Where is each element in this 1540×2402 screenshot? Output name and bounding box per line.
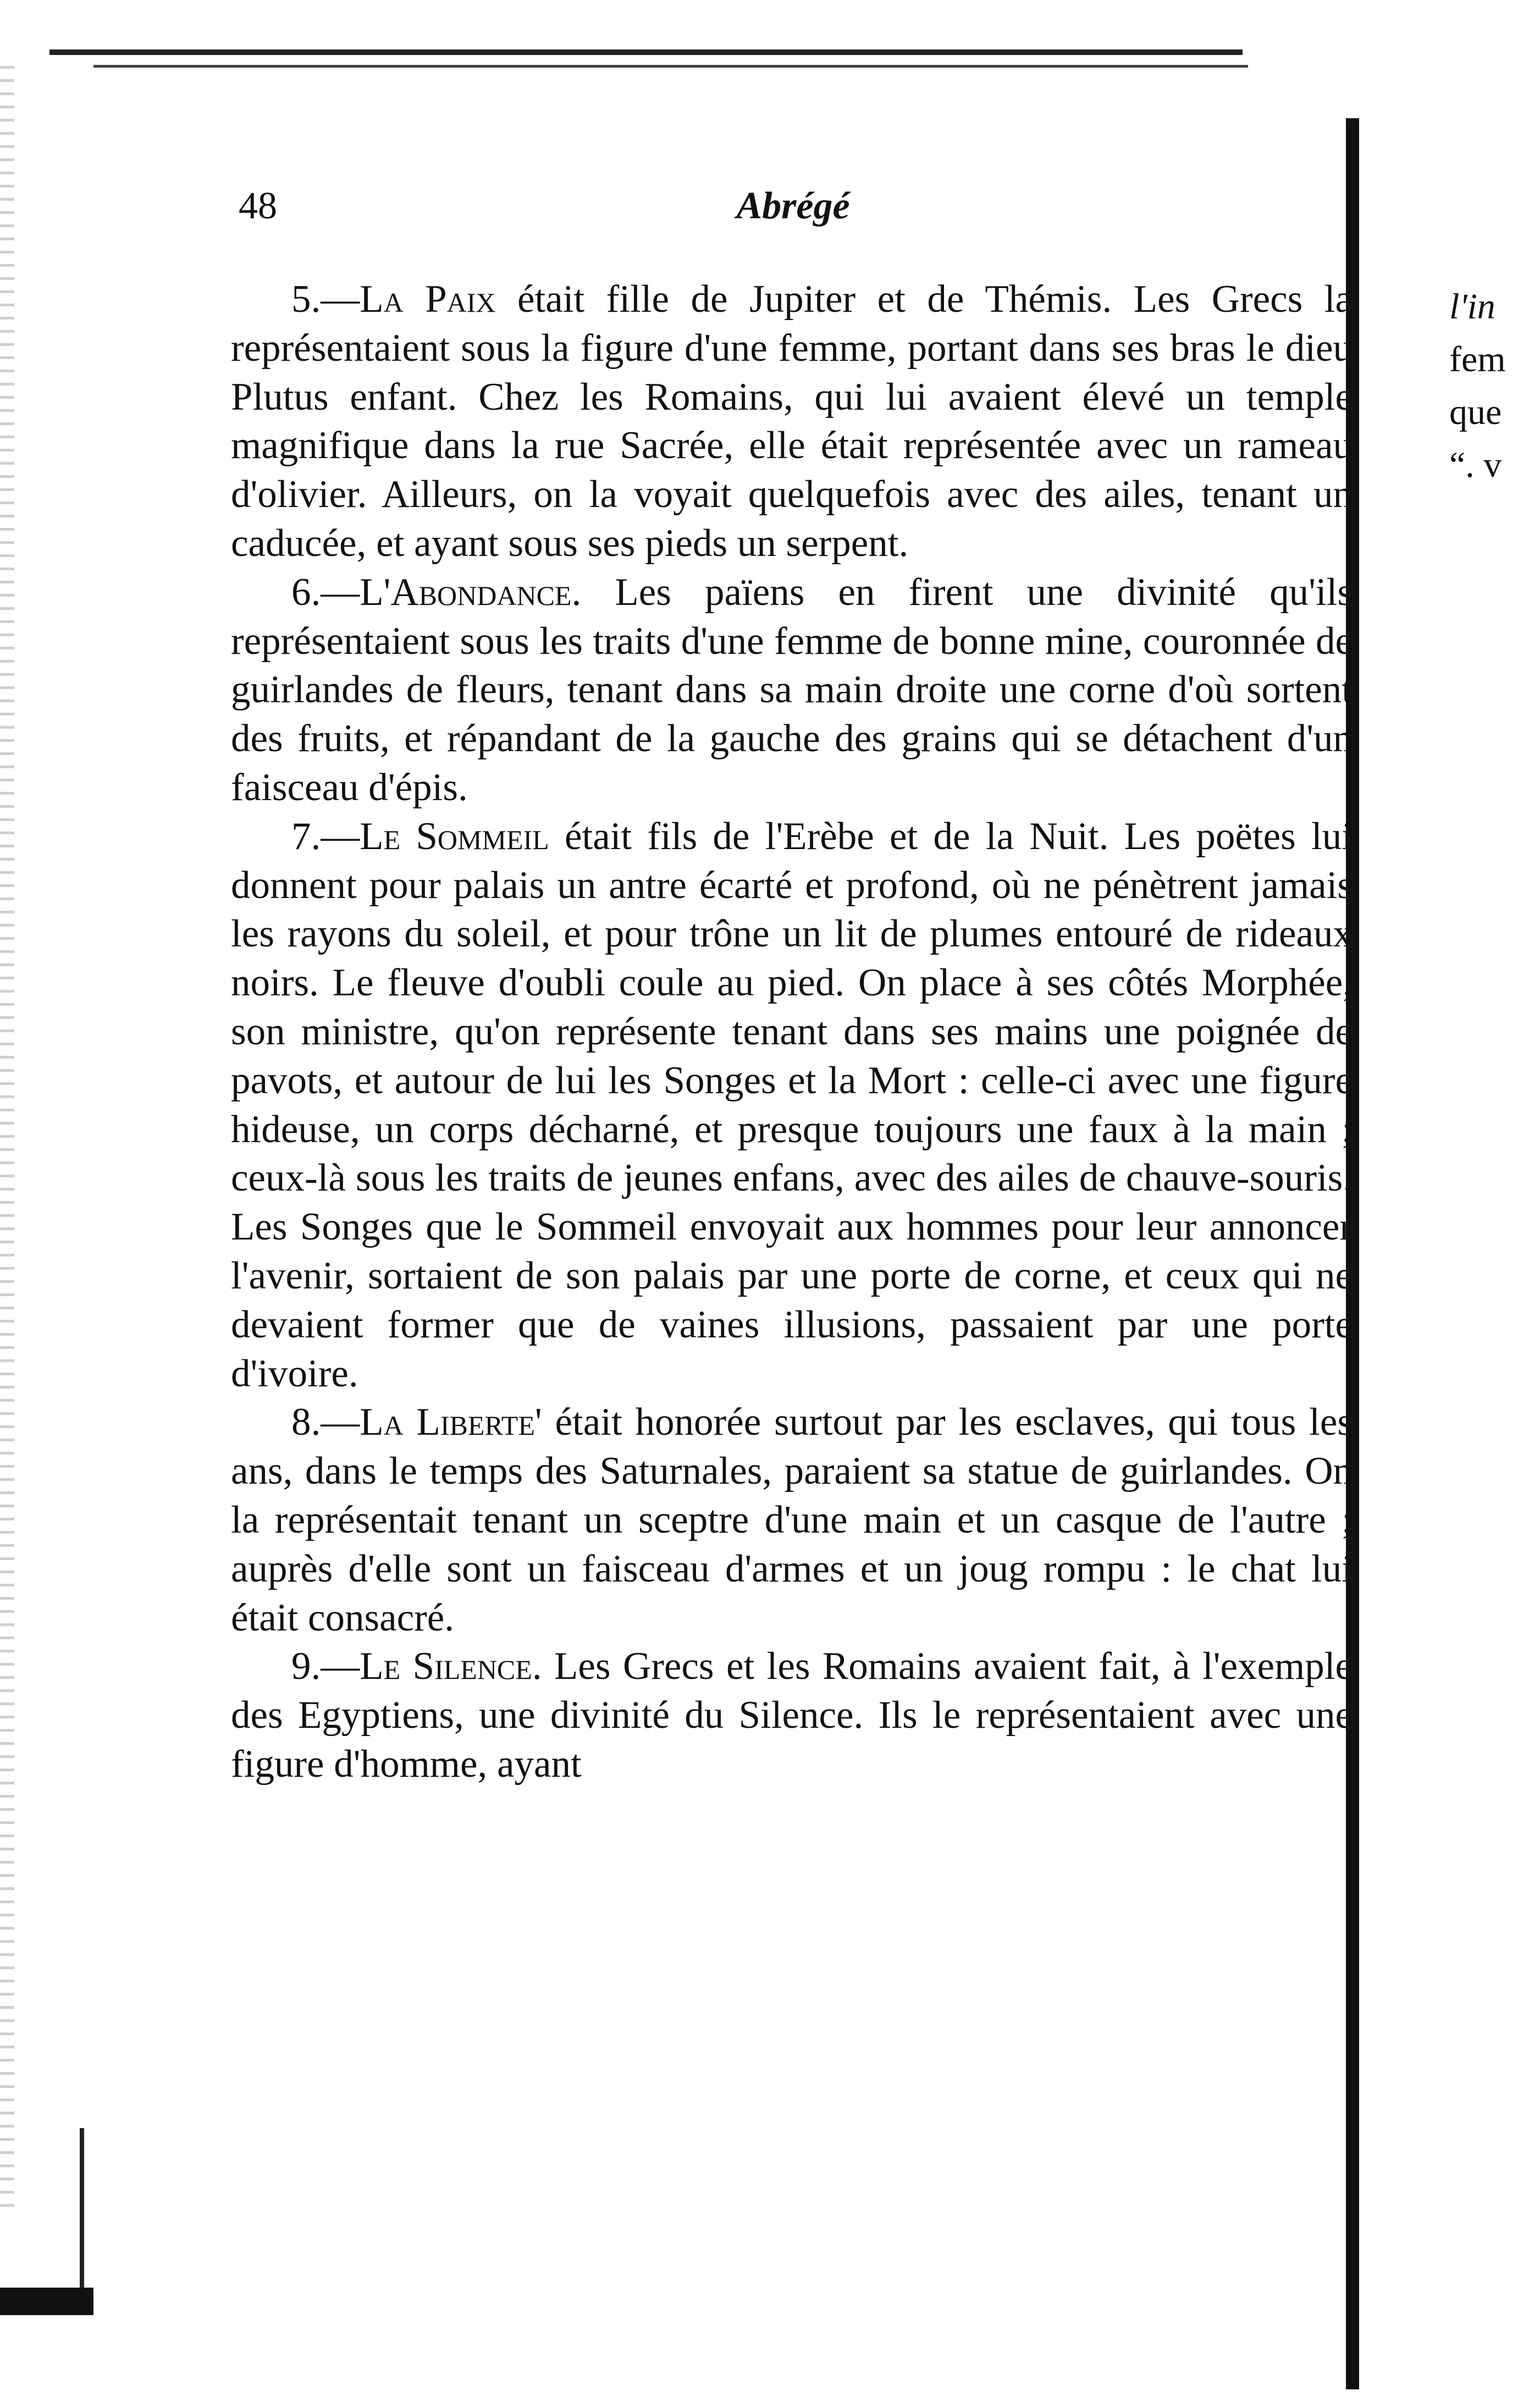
paragraph-text: était honorée surtout par les esclaves, qui tous les ans, dans le temps des Saturnales, paraient sa statue de guirlandes. On la représentait tenant un sceptre d'une main et un casque de l'autre ; auprès d'elle sont un faisceau d'armes et un joug rompu : le chat lui était consacré. bbox=[231, 1401, 1353, 1639]
adjacent-page-fragments bbox=[1449, 280, 1540, 492]
paragraph-liberte bbox=[231, 1398, 1353, 1642]
paragraph-number: 6.— bbox=[291, 570, 360, 614]
fragment: que bbox=[1449, 392, 1502, 432]
top-rule-thin bbox=[93, 65, 1248, 68]
paragraph-number: 7.— bbox=[291, 814, 360, 858]
running-title: Abrégé bbox=[736, 185, 850, 227]
paragraph-text: . Les Grecs et les Romains avaient fait, à l'exemple des Egyptiens, une divinité du Silence. Ils le représentaient avec une figure d'homme, ayant bbox=[231, 1645, 1353, 1786]
paragraph-abondance bbox=[231, 568, 1353, 812]
entry-name: La Paix bbox=[360, 278, 496, 321]
running-head bbox=[231, 165, 1355, 247]
entry-name: Le Silence bbox=[360, 1645, 532, 1688]
entry-name: La Liberte' bbox=[360, 1401, 542, 1444]
entry-name: L'Abondance bbox=[360, 570, 572, 614]
paragraph-silence bbox=[231, 1642, 1353, 1788]
page-edge-shadow bbox=[0, 66, 14, 2211]
binding-mark bbox=[80, 2128, 84, 2293]
entry-name: Le Sommeil bbox=[360, 814, 549, 858]
book-page bbox=[231, 165, 1355, 1786]
paragraph-number: 8.— bbox=[291, 1401, 360, 1444]
fragment: l'in bbox=[1449, 287, 1495, 327]
top-rule bbox=[49, 49, 1243, 55]
paragraph-sommeil bbox=[231, 812, 1353, 1398]
paragraph-text: était fils de l'Erèbe et de la Nuit. Les poëtes lui donnent pour palais un antre écarté et profond, où ne pénètrent jamais les rayons du soleil, et pour trône un lit de plumes entouré de rideaux noirs. Le fleuve d'oubli coule au pied. On place à ses côtés Morphée, son ministre, qu'on représente tenant dans ses mains une poignée de pavots, et autour de lui les Songes et la Mort : celle-ci avec une figure hideuse, un corps décharné, et presque toujours une faux à la main ; ceux-là sous les traits de jeunes enfans, avec des ailes de chauve-souris. Les Songes que le Sommeil envoyait aux hommes pour leur annoncer l'avenir, sortaient de son palais par une porte de corne, et ceux qui ne devaient former que de vaines illusions, passaient par une porte d'ivoire. bbox=[231, 814, 1353, 1395]
fragment: “. v bbox=[1449, 445, 1502, 485]
binding-corner bbox=[0, 2288, 93, 2315]
body-text bbox=[231, 275, 1353, 1789]
paragraph-paix bbox=[231, 275, 1353, 568]
paragraph-number: 5.— bbox=[291, 278, 360, 321]
fragment: fem bbox=[1449, 339, 1506, 379]
paragraph-text: était fille de Jupiter et de Thémis. Les Grecs la représentaient sous la figure d'une femme, portant dans ses bras le dieu Plutus enfant. Chez les Romains, qui lui avaient élevé un temple magnifique dans la rue Sacrée, elle était représentée avec un rameau d'olivier. Ailleurs, on la voyait quelquefois avec des ailes, tenant un caducée, et ayant sous ses pieds un serpent. bbox=[231, 278, 1353, 565]
page-number: 48 bbox=[239, 185, 277, 227]
paragraph-text: . Les païens en firent une divinité qu'ils représentaient sous les traits d'une femme de bonne mine, couronnée de guirlandes de fleurs, tenant dans sa main droite une corne d'où sortent des fruits, et répandant de la gauche des grains qui se détachent d'un faisceau d'épis. bbox=[231, 570, 1353, 809]
paragraph-number: 9.— bbox=[291, 1645, 360, 1688]
